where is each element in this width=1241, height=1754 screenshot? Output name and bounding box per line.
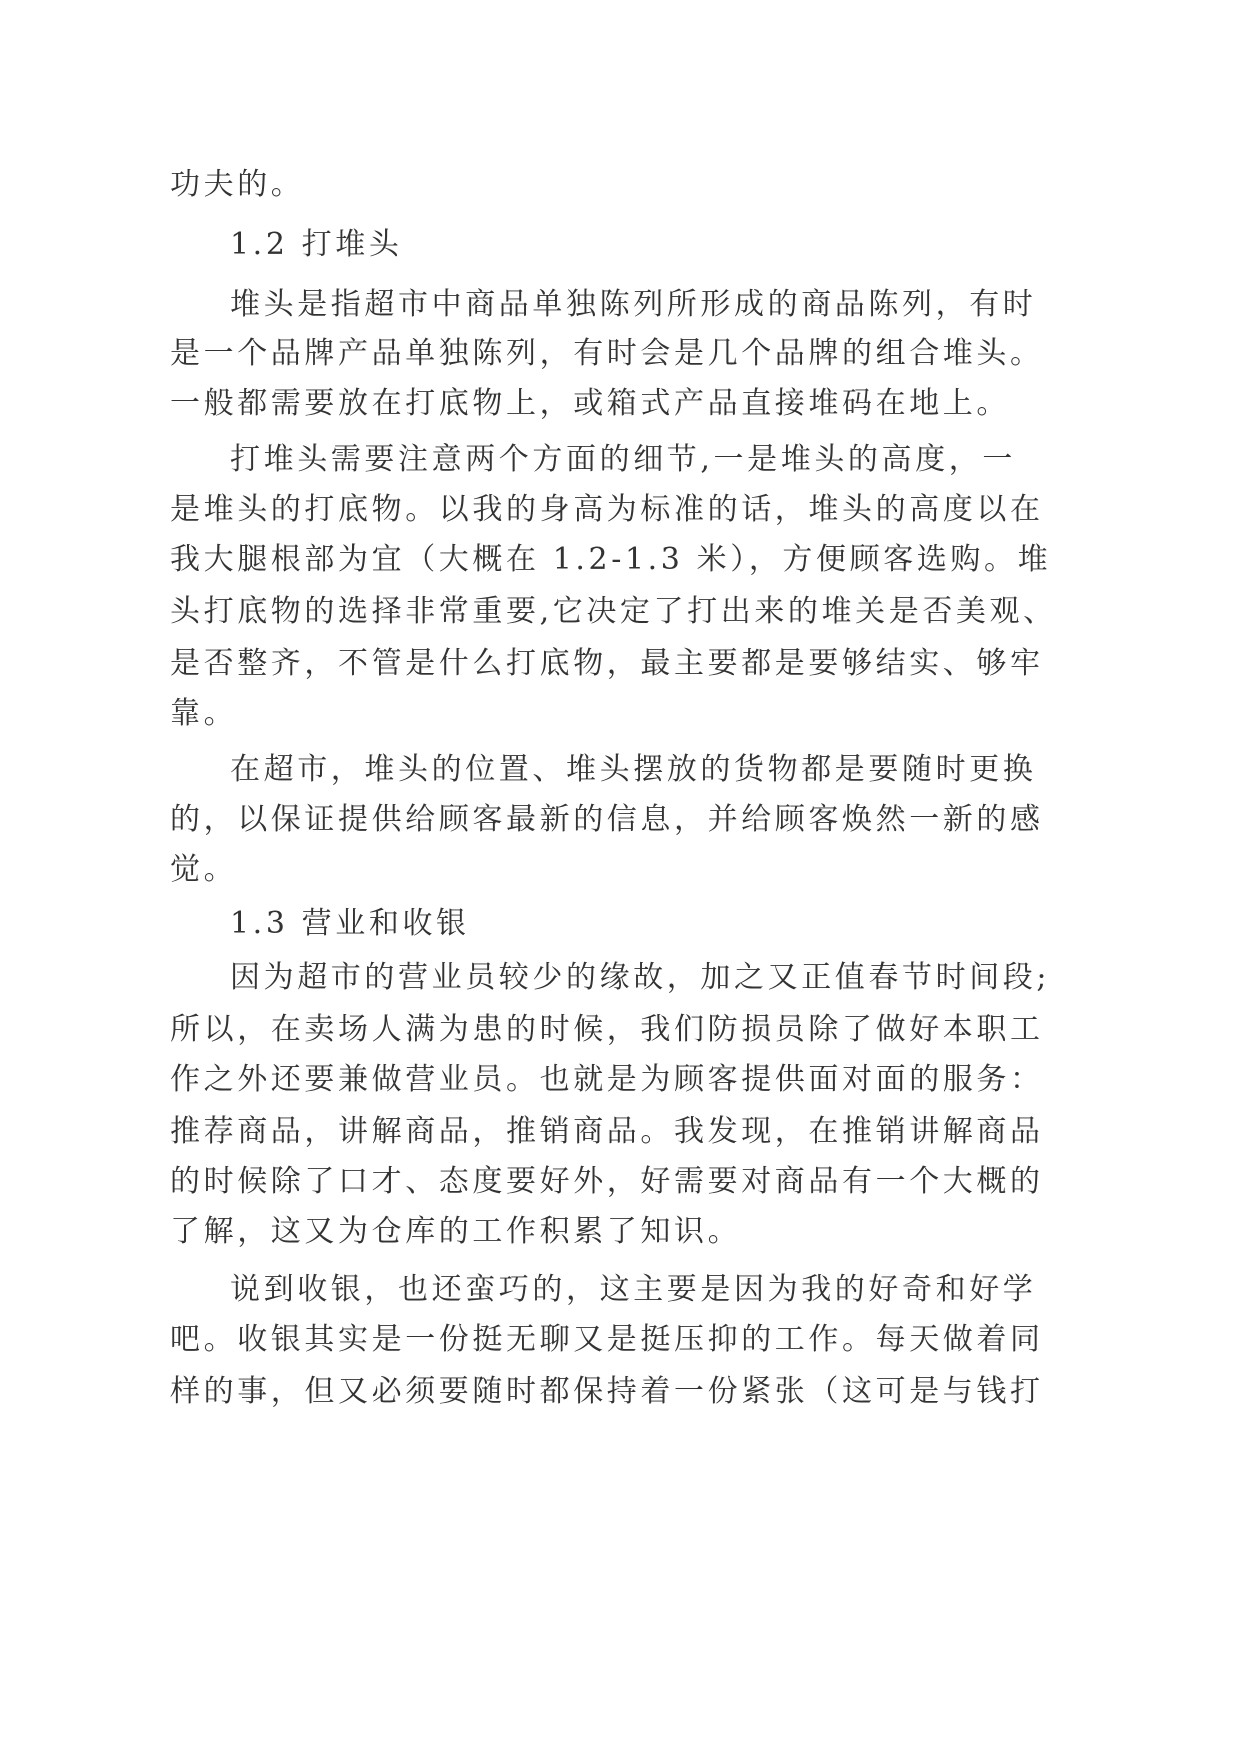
text-line: 堆头是指超市中商品单独陈列所形成的商品陈列，有时: [230, 287, 1037, 322]
text-line: 了解，这又为仓库的工作积累了知识。: [170, 1214, 742, 1249]
text-line: 的时候除了口才、态度要好外，好需要对商品有一个大概的: [170, 1164, 1044, 1199]
section-heading: 1.2 打堆头: [230, 227, 403, 262]
text-line: 一般都需要放在打底物上，或箱式产品直接堆码在地上。: [170, 386, 1010, 421]
text-line: 打堆头需要注意两个方面的细节,一是堆头的高度，一: [230, 442, 1016, 477]
text-line: 的，以保证提供给顾客最新的信息，并给顾客焕然一新的感: [170, 802, 1044, 837]
text-line: 作之外还要兼做营业员。也就是为顾客提供面对面的服务：: [170, 1062, 1044, 1097]
text-line: 在超市，堆头的位置、堆头摆放的货物都是要随时更换: [230, 752, 1037, 787]
text-line: 样的事，但又必须要随时都保持着一份紧张（这可是与钱打: [170, 1374, 1044, 1409]
section-heading: 1.3 营业和收银: [230, 906, 470, 941]
text-line: 说到收银，也还蛮巧的，这主要是因为我的好奇和好学: [230, 1272, 1037, 1307]
text-line: 是否整齐，不管是什么打底物，最主要都是要够结实、够牢: [170, 646, 1044, 681]
text-line: 靠。: [170, 696, 238, 731]
text-line: 功夫的。: [170, 167, 305, 202]
text-line: 所以，在卖场人满为患的时候，我们防损员除了做好本职工: [170, 1012, 1044, 1047]
text-line: 因为超市的营业员较少的缘故，加之又正值春节时间段;: [230, 960, 1051, 995]
text-line: 是一个品牌产品单独陈列，有时会是几个品牌的组合堆头。: [170, 336, 1044, 371]
text-line: 吧。收银其实是一份挺无聊又是挺压抑的工作。每天做着同: [170, 1322, 1044, 1357]
text-line: 是堆头的打底物。以我的身高为标准的话，堆头的高度以在: [170, 492, 1044, 527]
text-line: 我大腿根部为宜（大概在 1.2-1.3 米），方便顾客选购。堆: [170, 542, 1052, 577]
text-line: 觉。: [170, 852, 238, 887]
text-line: 推荐商品，讲解商品，推销商品。我发现，在推销讲解商品: [170, 1114, 1044, 1149]
text-line: 头打底物的选择非常重要,它决定了打出来的堆关是否美观、: [170, 594, 1057, 629]
